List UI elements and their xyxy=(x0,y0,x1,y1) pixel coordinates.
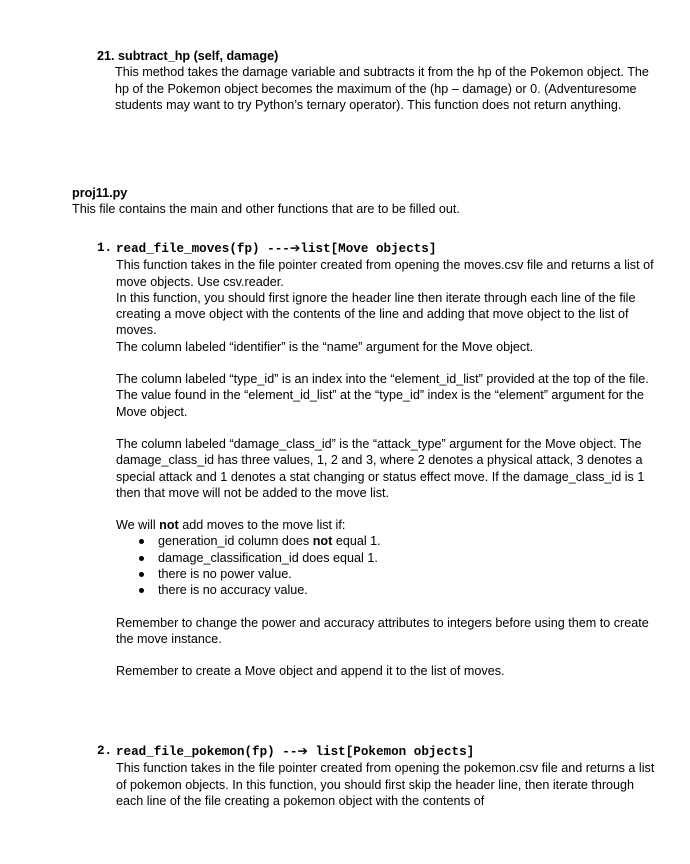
fn1-paragraph: In this function, you should first ignore the header line then iterate through each line of the file creating a move object with the contents of the line and adding that move object to the list of moves. xyxy=(116,290,636,338)
fn2-signature xyxy=(116,743,474,760)
fn1-return-type: list[Move objects] xyxy=(300,242,437,256)
fn1-paragraph: Remember to change the power and accuracy attributes to integers before using them to create the move instance. xyxy=(116,615,649,646)
fn1-heading xyxy=(97,240,657,257)
proj-title: proj11.py xyxy=(72,186,128,200)
fn1-number: 1. xyxy=(97,241,113,255)
section-read-file-moves xyxy=(97,240,657,680)
list-item: there is no accuracy value. xyxy=(158,582,657,598)
fn1-signature xyxy=(116,240,436,257)
fn1-paragraph: Remember to create a Move object and append it to the list of moves. xyxy=(116,664,505,679)
section-read-file-pokemon xyxy=(97,743,657,809)
fn1-paragraph: The column labeled “damage_class_id” is the “attack_type” argument for the Move object. The damage_class_id has three values, 1, 2 and 3, where 2 denotes a physical attack, 3 denotes a special attack and 1 denotes a stat changing or status effect move. If the damage_class_id is 1 then that move will not be added to the move list. xyxy=(116,436,645,500)
fn1-paragraph: The column labeled “type_id” is an index into the “element_id_list” provided at the top of the file. The value found in the “element_id_list” at the “type_id” index is the “element” argument for the Move object. xyxy=(116,372,649,419)
fn1-paragraph: This function takes in the file pointer created from opening the moves.csv file and returns a list of move objects. Use csv.reader. xyxy=(116,258,654,289)
proj-description: This file contains the main and other functions that are to be filled out. xyxy=(72,202,460,217)
list-item: there is no power value. xyxy=(158,566,657,582)
fn2-return-type: list[Pokemon objects] xyxy=(307,745,475,759)
fn1-signature-name: read_file_moves(fp) --- xyxy=(116,242,290,256)
list-item: damage_classification_id does equal 1. xyxy=(158,550,657,566)
arrow-right-icon: ➔ xyxy=(289,240,301,255)
section-21-text: This method takes the damage variable and subtracts it from the hp of the Pokemon object. The hp of the Pokemon object becomes the maximum of the (hp – damage) or 0. (Adventuresome students may want to try Python’s ternary operator). This function does not return anything. xyxy=(115,65,649,112)
fn2-number: 2. xyxy=(97,744,113,758)
exclusion-list xyxy=(116,533,657,598)
fn2-heading xyxy=(97,743,657,760)
section-proj11 xyxy=(72,185,662,218)
fn2-paragraph: This function takes in the file pointer created from opening the pokemon.csv file and returns a list of pokemon objects. In this function, you should first skip the header line, then iterate through each line of the file creating a pokemon object with the contents of xyxy=(116,761,655,808)
section-21-heading: 21. subtract_hp (self, damage) xyxy=(97,49,279,63)
fn2-body xyxy=(97,760,657,809)
fn2-signature-name: read_file_pokemon(fp) -- xyxy=(116,745,298,759)
fn1-paragraph: The column labeled “identifier” is the “name” argument for the Move object. xyxy=(116,339,534,354)
fn1-body xyxy=(97,257,657,679)
section-subtract-hp xyxy=(97,48,657,113)
arrow-right-icon: ➔ xyxy=(297,743,308,758)
fn1-exclusion-intro: We will not add moves to the move list if: xyxy=(116,518,346,533)
list-item: generation_id column does not equal 1. xyxy=(158,533,657,549)
